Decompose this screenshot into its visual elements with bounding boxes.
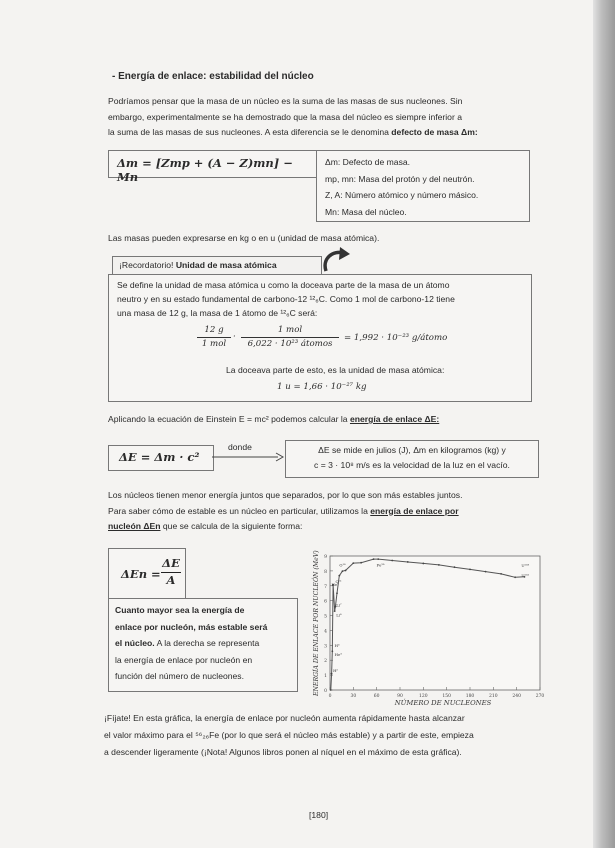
per-nucleon-denominator: A	[161, 572, 181, 587]
explanation-line: función del número de nucleones.	[115, 671, 244, 681]
reminder-box	[108, 274, 532, 402]
nuclide-label: Fe⁵⁶	[376, 562, 385, 568]
units-line: Las masas pueden expresarse en kg o en u (unidad de masa atómica).	[108, 233, 380, 243]
nuclide-label: Li⁷	[336, 602, 342, 608]
data-point	[485, 571, 487, 573]
closing-paragraph	[104, 710, 559, 761]
nuclide-label: H²	[333, 668, 338, 674]
x-tick-label: 270	[535, 694, 545, 699]
page-number: [180]	[309, 810, 329, 820]
nuclide-label: He³	[334, 651, 342, 657]
reminder-line: una masa de 12 g, la masa de 1 átomo de ¹²₆C será:	[117, 308, 318, 318]
mass-defect-term: defecto de masa Δm:	[391, 127, 478, 137]
y-tick-label: 6	[324, 599, 327, 605]
data-point	[345, 570, 347, 572]
x-tick-label: 90	[397, 694, 403, 699]
data-point	[422, 563, 424, 565]
amu-definition: 1 u = 1,66 · 10⁻²⁷ kg	[277, 382, 367, 392]
x-tick-label: 210	[489, 694, 498, 699]
mass-defect-formula: Δm = [Zmp + (A − Z)mn] − Mn	[117, 156, 293, 184]
fraction-numerator: 12 g	[204, 325, 224, 335]
data-point	[407, 561, 409, 563]
fraction-denominator: 1 mol	[197, 337, 231, 349]
mass-defect-legend	[325, 154, 478, 220]
reminder-text	[117, 278, 525, 320]
section-title: - Energía de enlace: estabilidad del núcleo	[112, 71, 314, 82]
y-tick-label: 8	[324, 569, 327, 575]
explanation-line: la energía de enlace por nucleón en	[115, 654, 253, 665]
data-point	[373, 558, 375, 560]
reminder-tag: ¡Recordatorio!	[119, 260, 174, 270]
x-tick-label: 30	[350, 694, 357, 699]
legend-item: Δm: Defecto de masa.	[325, 157, 411, 167]
binding-energy-chart	[308, 548, 548, 708]
nuclide-label: C¹²	[335, 578, 342, 584]
paragraph-line: Los núcleos tienen menor energía juntos que separados, por lo que son más estables juntos.	[108, 490, 463, 500]
page-edge-shadow	[593, 0, 615, 848]
reminder-title: Unidad de masa atómica	[175, 260, 277, 270]
x-tick-label: 60	[373, 694, 380, 699]
reminder-tab	[112, 256, 322, 276]
intro-line-2: embargo, experimentalmente se ha demostrado que la masa del núcleo es siempre inferior a	[108, 111, 462, 122]
data-point	[438, 564, 440, 566]
x-tick-label: 180	[465, 694, 475, 699]
y-tick-label: 7	[324, 584, 327, 590]
einstein-formula: ΔE = Δm · c²	[119, 450, 200, 464]
amu-calculation: 12 g 1 mol · 1 mol 6,022 · 10²³ átomos = 1,992 · 10⁻²³ g/átomo	[197, 325, 527, 357]
nuclide-label: Li⁶	[336, 612, 342, 618]
data-point	[360, 562, 362, 564]
per-nucleon-formula-box	[108, 548, 186, 600]
data-point	[454, 566, 456, 568]
data-point	[331, 650, 333, 652]
explanation-line: el núcleo. A la derecha se representa	[115, 638, 260, 648]
reminder-line: La doceava parte de esto, es la unidad de masa atómica:	[226, 365, 445, 375]
amu-result: = 1,992 · 10⁻²³ g/átomo	[344, 333, 448, 343]
einstein-legend-line: c = 3 · 10⁸ m/s es la velocidad de la luz en el vacío.	[314, 460, 510, 470]
data-point	[391, 560, 393, 562]
data-point	[336, 592, 338, 594]
x-tick-label: 0	[328, 694, 332, 699]
einstein-formula-box	[108, 445, 214, 471]
intro-line-1: Podríamos pensar que la masa de un núcleo es la suma de las masas de sus nucleones. Sin	[108, 96, 463, 106]
y-axis-label: ENERGÍA DE ENLACE POR NUCLEÓN (MeV)	[313, 550, 320, 696]
intro-line-3: la suma de las masas de sus nucleones. A esta diferencia se le denomina defecto de masa Δm:	[108, 127, 478, 137]
paragraph-line: ¡Fíjate! En esta gráfica, la energía de enlace por nucleón aumenta rápidamente hasta alcanzar	[104, 713, 465, 723]
y-tick-label: 3	[324, 644, 327, 650]
mass-defect-legend-box	[316, 150, 530, 222]
binding-energy-term: energía de enlace ΔE:	[349, 414, 440, 424]
x-tick-label: 240	[512, 694, 521, 699]
paragraph-line: Para saber cómo de estable es un núcleo en particular, utilizamos la energía de enlace por	[108, 505, 459, 516]
y-tick-label: 1	[324, 674, 327, 680]
reminder-line: neutro y en su estado fundamental de carbono-12 ¹²₆C. Como 1 mol de carbono-12 tiene	[117, 294, 455, 304]
curved-arrow-icon	[320, 245, 354, 277]
reminder-line: Se define la unidad de masa atómica u como la doceava parte de la masa de un átomo	[117, 280, 450, 290]
paragraph-line: nucleón ΔEn que se calcula de la siguiente forma:	[108, 521, 303, 531]
einstein-legend-box	[285, 440, 539, 478]
y-tick-label: 5	[324, 614, 327, 620]
per-nucleon-lhs: ΔEn =	[121, 567, 161, 581]
legend-item: Mn: Masa del núcleo.	[325, 206, 407, 217]
nuclide-label: U²³⁸	[521, 563, 530, 569]
data-point	[338, 575, 340, 577]
y-tick-label: 2	[324, 659, 327, 665]
per-nucleon-numerator: ΔE	[162, 556, 180, 570]
x-tick-label: 120	[419, 694, 428, 699]
data-point	[514, 576, 516, 578]
fraction-numerator: 1 mol	[277, 325, 303, 335]
data-point	[352, 562, 354, 564]
legend-item: Z, A: Número atómico y número másico.	[325, 190, 479, 200]
y-tick-label: 0	[324, 689, 327, 694]
paragraph-line: el valor máximo para el ⁵⁶₂₆Fe (por lo que será el núcleo más estable) y a partir de este, empieza	[104, 730, 474, 740]
data-point	[377, 558, 379, 560]
mass-defect-formula-box	[108, 150, 318, 184]
y-tick-label: 9	[324, 555, 327, 560]
data-point	[469, 569, 471, 571]
nuclide-label: H³	[334, 642, 340, 648]
nuclide-label: He⁴	[331, 581, 339, 587]
explanation-line: enlace por nucleón, más estable será	[115, 621, 268, 632]
fraction-denominator: 6,022 · 10²³ átomos	[241, 337, 339, 349]
paragraph-line: a descender ligeramente (¡Nota! Algunos libros ponen al níquel en el máximo de esta gráfica).	[104, 747, 462, 757]
per-nucleon-explanation-box	[108, 598, 298, 692]
einstein-legend-line: ΔE se mide en julios (J), Δm en kilogramos (kg) y	[318, 445, 506, 455]
nuclide-label: U²³⁵	[521, 572, 530, 578]
legend-item: mp, mn: Masa del protón y del neutrón.	[325, 173, 475, 184]
x-tick-label: 150	[442, 694, 451, 699]
data-point	[330, 689, 332, 691]
nuclide-label: O¹⁶	[339, 562, 346, 568]
einstein-line: Aplicando la ecuación de Einstein E = mc² podemos calcular la energía de enlace ΔE:	[108, 414, 440, 424]
donde-label: donde	[228, 442, 252, 452]
y-tick-label: 4	[324, 629, 327, 635]
explanation-line: Cuanto mayor sea la energía de	[115, 605, 245, 615]
per-nucleon-term: nucleón ΔEn	[108, 521, 161, 531]
data-point	[342, 570, 344, 572]
intro-paragraph	[108, 94, 548, 141]
data-point	[500, 573, 502, 575]
nucleons-paragraph	[108, 488, 558, 535]
arrow-right-icon	[212, 452, 284, 462]
per-nucleon-term: energía de enlace por	[370, 505, 459, 516]
x-axis-label: NÚMERO DE NUCLEONES	[394, 699, 492, 707]
